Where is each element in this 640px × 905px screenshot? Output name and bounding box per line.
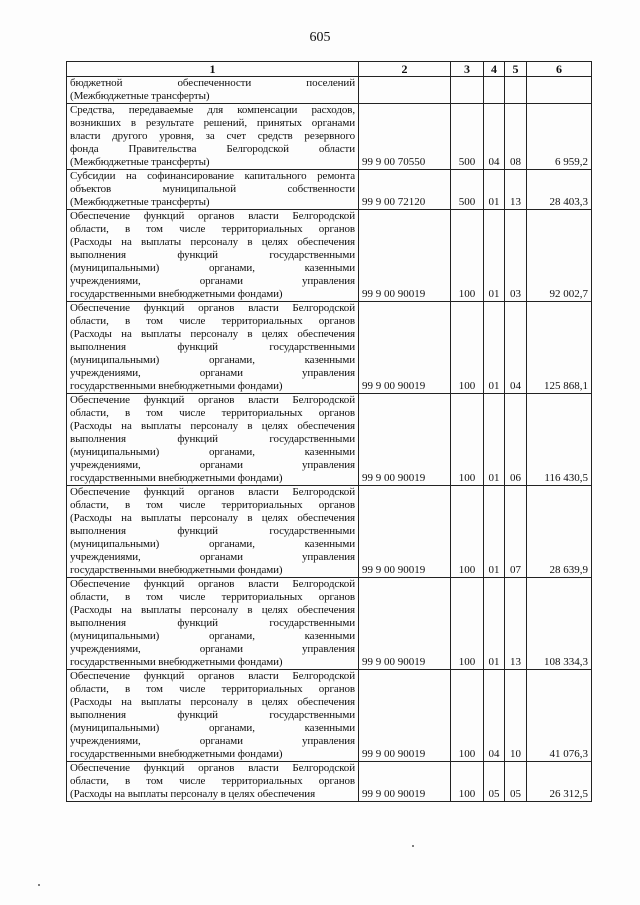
budget-table <box>66 61 592 802</box>
description-line: (муниципальными) органами, казенными <box>70 262 355 274</box>
subsection-code: 05 <box>505 762 527 802</box>
section-code: 01 <box>484 486 505 578</box>
description-line: (Расходы на выплаты персоналу в целях обеспечения <box>70 236 355 248</box>
amount-value: 28 403,3 <box>527 170 592 210</box>
description-line: выполнения функций государственными <box>70 617 355 629</box>
subsection-code: 03 <box>505 210 527 302</box>
expense-description <box>67 104 359 170</box>
description-line: области, в том числе территориальных органов <box>70 775 355 787</box>
amount-value: 125 868,1 <box>527 302 592 394</box>
description-line: (муниципальными) органами, казенными <box>70 538 355 550</box>
table-row <box>67 302 592 394</box>
expense-description <box>67 762 359 802</box>
section-code: 01 <box>484 394 505 486</box>
description-line: фонда Правительства Белгородской области <box>70 143 355 155</box>
subsection-code: 13 <box>505 578 527 670</box>
description-line: Средства, передаваемые для компенсации расходов, <box>70 104 355 116</box>
description-line: (Расходы на выплаты персоналу в целях обеспечения <box>70 696 355 708</box>
section-code: 01 <box>484 578 505 670</box>
description-line: государственными внебюджетными фондами) <box>70 564 283 576</box>
section-code: 05 <box>484 762 505 802</box>
description-line: объектов муниципальной собственности <box>70 183 355 195</box>
description-line: области, в том числе территориальных органов <box>70 315 355 327</box>
description-line: учреждениями, органами управления <box>70 367 355 379</box>
section-code: 04 <box>484 104 505 170</box>
table-row <box>67 670 592 762</box>
description-line: области, в том числе территориальных органов <box>70 683 355 695</box>
expense-type-code: 100 <box>451 394 484 486</box>
description-line: государственными внебюджетными фондами) <box>70 656 283 668</box>
target-article-code: 99 9 00 90019 <box>359 210 451 302</box>
description-line: (муниципальными) органами, казенными <box>70 722 355 734</box>
subsection-code: 13 <box>505 170 527 210</box>
amount-value: 6 959,2 <box>527 104 592 170</box>
target-article-code: 99 9 00 70550 <box>359 104 451 170</box>
amount-value: 41 076,3 <box>527 670 592 762</box>
amount-value <box>527 77 592 104</box>
description-line: (муниципальными) органами, казенными <box>70 630 355 642</box>
expense-type-code: 500 <box>451 104 484 170</box>
target-article-code: 99 9 00 90019 <box>359 486 451 578</box>
description-line: (Расходы на выплаты персоналу в целях обеспечения <box>70 420 355 432</box>
amount-value: 26 312,5 <box>527 762 592 802</box>
section-code: 04 <box>484 670 505 762</box>
table-row <box>67 486 592 578</box>
column-header: 2 <box>359 62 451 77</box>
target-article-code: 99 9 00 90019 <box>359 762 451 802</box>
expense-type-code: 100 <box>451 210 484 302</box>
scan-speck <box>38 884 40 886</box>
section-code: 01 <box>484 210 505 302</box>
description-line: области, в том числе территориальных органов <box>70 499 355 511</box>
description-line: области, в том числе территориальных органов <box>70 223 355 235</box>
table-row <box>67 578 592 670</box>
description-line: возникших в результате решений, принятых органами <box>70 117 355 129</box>
description-line: Обеспечение функций органов власти Белгородской <box>70 302 355 314</box>
description-line: учреждениями, органами управления <box>70 551 355 563</box>
expense-type-code: 500 <box>451 170 484 210</box>
subsection-code: 08 <box>505 104 527 170</box>
description-line: (муниципальными) органами, казенными <box>70 446 355 458</box>
description-line: (муниципальными) органами, казенными <box>70 354 355 366</box>
description-line: Обеспечение функций органов власти Белгородской <box>70 578 355 590</box>
description-line: государственными внебюджетными фондами) <box>70 380 283 392</box>
description-line: (Межбюджетные трансферты) <box>70 156 210 168</box>
description-line: Обеспечение функций органов власти Белгородской <box>70 670 355 682</box>
subsection-code: 06 <box>505 394 527 486</box>
description-line: Субсидии на софинансирование капитального ремонта <box>70 170 355 182</box>
table-row <box>67 170 592 210</box>
subsection-code: 07 <box>505 486 527 578</box>
description-line: учреждениями, органами управления <box>70 275 355 287</box>
column-header: 6 <box>527 62 592 77</box>
description-line: выполнения функций государственными <box>70 525 355 537</box>
description-line: (Межбюджетные трансферты) <box>70 90 210 102</box>
expense-description <box>67 170 359 210</box>
expense-description <box>67 302 359 394</box>
description-line: учреждениями, органами управления <box>70 735 355 747</box>
table-row <box>67 210 592 302</box>
description-line: государственными внебюджетными фондами) <box>70 472 283 484</box>
page-number: 605 <box>309 30 331 45</box>
expense-type-code: 100 <box>451 486 484 578</box>
expense-description <box>67 670 359 762</box>
target-article-code: 99 9 00 90019 <box>359 670 451 762</box>
description-line: выполнения функций государственными <box>70 341 355 353</box>
expense-description <box>67 394 359 486</box>
expense-description <box>67 210 359 302</box>
description-line: учреждениями, органами управления <box>70 643 355 655</box>
subsection-code <box>505 77 527 104</box>
section-code <box>484 77 505 104</box>
description-line: Обеспечение функций органов власти Белгородской <box>70 762 355 774</box>
expense-type-code: 100 <box>451 670 484 762</box>
description-line: Обеспечение функций органов власти Белгородской <box>70 394 355 406</box>
target-article-code: 99 9 00 90019 <box>359 578 451 670</box>
subsection-code: 04 <box>505 302 527 394</box>
table-row <box>67 394 592 486</box>
description-line: (Расходы на выплаты персоналу в целях обеспечения <box>70 512 355 524</box>
amount-value: 92 002,7 <box>527 210 592 302</box>
description-line: власти другого уровня, за счет средств резервного <box>70 130 355 142</box>
description-line: выполнения функций государственными <box>70 709 355 721</box>
description-line: (Межбюджетные трансферты) <box>70 196 210 208</box>
target-article-code: 99 9 00 72120 <box>359 170 451 210</box>
target-article-code: 99 9 00 90019 <box>359 394 451 486</box>
expense-description <box>67 77 359 104</box>
table-row <box>67 77 592 104</box>
description-line: (Расходы на выплаты персоналу в целях обеспечения <box>70 328 355 340</box>
scan-speck <box>412 845 414 847</box>
header-row <box>67 62 592 77</box>
expense-type-code <box>451 77 484 104</box>
description-line: Обеспечение функций органов власти Белгородской <box>70 486 355 498</box>
amount-value: 28 639,9 <box>527 486 592 578</box>
expense-type-code: 100 <box>451 762 484 802</box>
section-code: 01 <box>484 170 505 210</box>
expense-type-code: 100 <box>451 578 484 670</box>
subsection-code: 10 <box>505 670 527 762</box>
description-line: области, в том числе территориальных органов <box>70 407 355 419</box>
description-line: (Расходы на выплаты персоналу в целях обеспечения <box>70 604 355 616</box>
column-header: 4 <box>484 62 505 77</box>
description-line: выполнения функций государственными <box>70 249 355 261</box>
section-code: 01 <box>484 302 505 394</box>
expense-description <box>67 486 359 578</box>
amount-value: 116 430,5 <box>527 394 592 486</box>
expense-type-code: 100 <box>451 302 484 394</box>
column-header: 5 <box>505 62 527 77</box>
table-row <box>67 104 592 170</box>
description-line: государственными внебюджетными фондами) <box>70 748 283 760</box>
column-header: 1 <box>67 62 359 77</box>
expense-description <box>67 578 359 670</box>
description-line: бюджетной обеспеченности поселений <box>70 77 355 89</box>
description-line: Обеспечение функций органов власти Белгородской <box>70 210 355 222</box>
description-line: (Расходы на выплаты персоналу в целях обеспечения <box>70 788 316 800</box>
target-article-code: 99 9 00 90019 <box>359 302 451 394</box>
description-line: государственными внебюджетными фондами) <box>70 288 283 300</box>
description-line: учреждениями, органами управления <box>70 459 355 471</box>
amount-value: 108 334,3 <box>527 578 592 670</box>
table-row <box>67 762 592 802</box>
description-line: области, в том числе территориальных органов <box>70 591 355 603</box>
column-header: 3 <box>451 62 484 77</box>
target-article-code <box>359 77 451 104</box>
description-line: выполнения функций государственными <box>70 433 355 445</box>
